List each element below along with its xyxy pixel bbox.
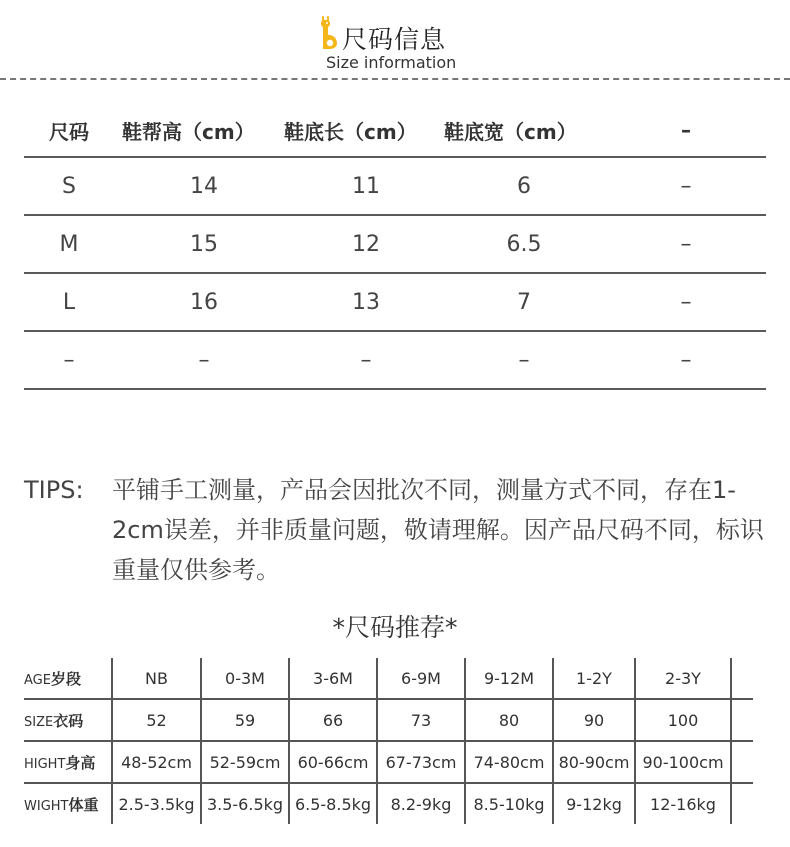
table-cell: 3-6M bbox=[289, 658, 377, 699]
table-cell: 7 bbox=[517, 289, 531, 315]
dashed-divider bbox=[0, 78, 790, 80]
row-label bbox=[24, 699, 112, 741]
table-cell: 12 bbox=[352, 231, 380, 257]
giraffe-logo-icon bbox=[318, 14, 340, 50]
table-cell: M bbox=[59, 231, 79, 257]
row-label-en: SIZE bbox=[24, 714, 54, 730]
header-cell-empty: – bbox=[681, 118, 691, 142]
table-row bbox=[24, 741, 753, 783]
table-cell: 6.5 bbox=[506, 231, 542, 257]
tips-label: TIPS: bbox=[24, 476, 84, 504]
section-subtitle: Size information bbox=[326, 53, 457, 72]
table-row bbox=[24, 699, 753, 741]
table-cell: – bbox=[680, 231, 692, 257]
section-header bbox=[0, 0, 790, 78]
table-cell: 90-100cm bbox=[635, 741, 731, 783]
row-label bbox=[24, 741, 112, 783]
row-label-zh: 体重 bbox=[68, 795, 99, 814]
table-cell: 6 bbox=[517, 173, 531, 199]
table-header-row bbox=[24, 104, 766, 158]
table-cell: 48-52cm bbox=[112, 741, 201, 783]
table-cell: 66 bbox=[289, 699, 377, 741]
table-cell: – bbox=[198, 347, 210, 373]
table-cell: 73 bbox=[377, 699, 465, 741]
table-cell: 52 bbox=[112, 699, 201, 741]
table-cell: 6.5-8.5kg bbox=[289, 783, 377, 824]
table-cell: 9-12kg bbox=[553, 783, 635, 824]
table-cell: 13 bbox=[352, 289, 380, 315]
table-cell: 6-9M bbox=[377, 658, 465, 699]
table-cell: – bbox=[680, 347, 692, 373]
table-cell: 59 bbox=[201, 699, 289, 741]
recommend-table bbox=[24, 658, 753, 824]
table-cell: – bbox=[518, 347, 530, 373]
table-cell-empty bbox=[731, 658, 753, 699]
size-table bbox=[24, 104, 766, 390]
recommend-title: *尺码推荐* bbox=[332, 613, 458, 642]
table-row bbox=[24, 274, 766, 332]
table-cell: 80 bbox=[465, 699, 553, 741]
table-cell: – bbox=[360, 347, 372, 373]
table-cell: 3.5-6.5kg bbox=[201, 783, 289, 824]
tips-text: 平铺手工测量，产品会因批次不同，测量方式不同，存在1-2cm误差，并非质量问题，敬请理解。因产品尺码不同，标识重量仅供参考。 bbox=[112, 476, 764, 584]
table-cell: 12-16kg bbox=[635, 783, 731, 824]
table-cell: 80-90cm bbox=[553, 741, 635, 783]
table-cell: 11 bbox=[352, 173, 380, 199]
table-cell: 16 bbox=[190, 289, 218, 315]
table-cell: 8.5-10kg bbox=[465, 783, 553, 824]
row-label-en: HIGHT bbox=[24, 756, 66, 772]
table-cell-empty bbox=[731, 741, 753, 783]
table-cell: – bbox=[63, 347, 75, 373]
table-row bbox=[24, 216, 766, 274]
table-cell: 2-3Y bbox=[635, 658, 731, 699]
table-cell: 74-80cm bbox=[465, 741, 553, 783]
row-label-en: AGE bbox=[24, 672, 51, 688]
table-row bbox=[24, 783, 753, 824]
table-cell: S bbox=[62, 173, 76, 199]
header-cell-sole-length: 鞋底长（cm） bbox=[284, 119, 417, 144]
table-cell: 1-2Y bbox=[553, 658, 635, 699]
section-title: 尺码信息 bbox=[342, 25, 447, 54]
table-cell: 60-66cm bbox=[289, 741, 377, 783]
header-cell-upper-height: 鞋帮高（cm） bbox=[122, 119, 255, 144]
table-cell: 0-3M bbox=[201, 658, 289, 699]
table-row bbox=[24, 332, 766, 390]
table-row bbox=[24, 158, 766, 216]
row-label-zh: 身高 bbox=[65, 753, 96, 772]
table-cell: 8.2-9kg bbox=[377, 783, 465, 824]
table-cell: – bbox=[680, 289, 692, 315]
row-label-zh: 衣码 bbox=[53, 711, 84, 730]
table-cell: 14 bbox=[190, 173, 218, 199]
table-cell: L bbox=[62, 289, 76, 315]
table-cell: 67-73cm bbox=[377, 741, 465, 783]
table-cell: 90 bbox=[553, 699, 635, 741]
table-cell-empty bbox=[731, 783, 753, 824]
table-row bbox=[24, 658, 753, 699]
row-label-en: WIGHT bbox=[24, 798, 69, 814]
header-cell-size: 尺码 bbox=[49, 119, 89, 144]
row-label bbox=[24, 658, 112, 699]
table-cell: 15 bbox=[190, 231, 218, 257]
row-label-zh: 岁段 bbox=[50, 669, 81, 688]
table-cell: 2.5-3.5kg bbox=[112, 783, 201, 824]
header-cell-sole-width: 鞋底宽（cm） bbox=[444, 119, 577, 144]
table-cell: 9-12M bbox=[465, 658, 553, 699]
table-cell: NB bbox=[112, 658, 201, 699]
table-cell: – bbox=[680, 173, 692, 199]
table-cell: 52-59cm bbox=[201, 741, 289, 783]
table-cell: 100 bbox=[635, 699, 731, 741]
row-label bbox=[24, 783, 112, 824]
table-cell-empty bbox=[731, 699, 753, 741]
